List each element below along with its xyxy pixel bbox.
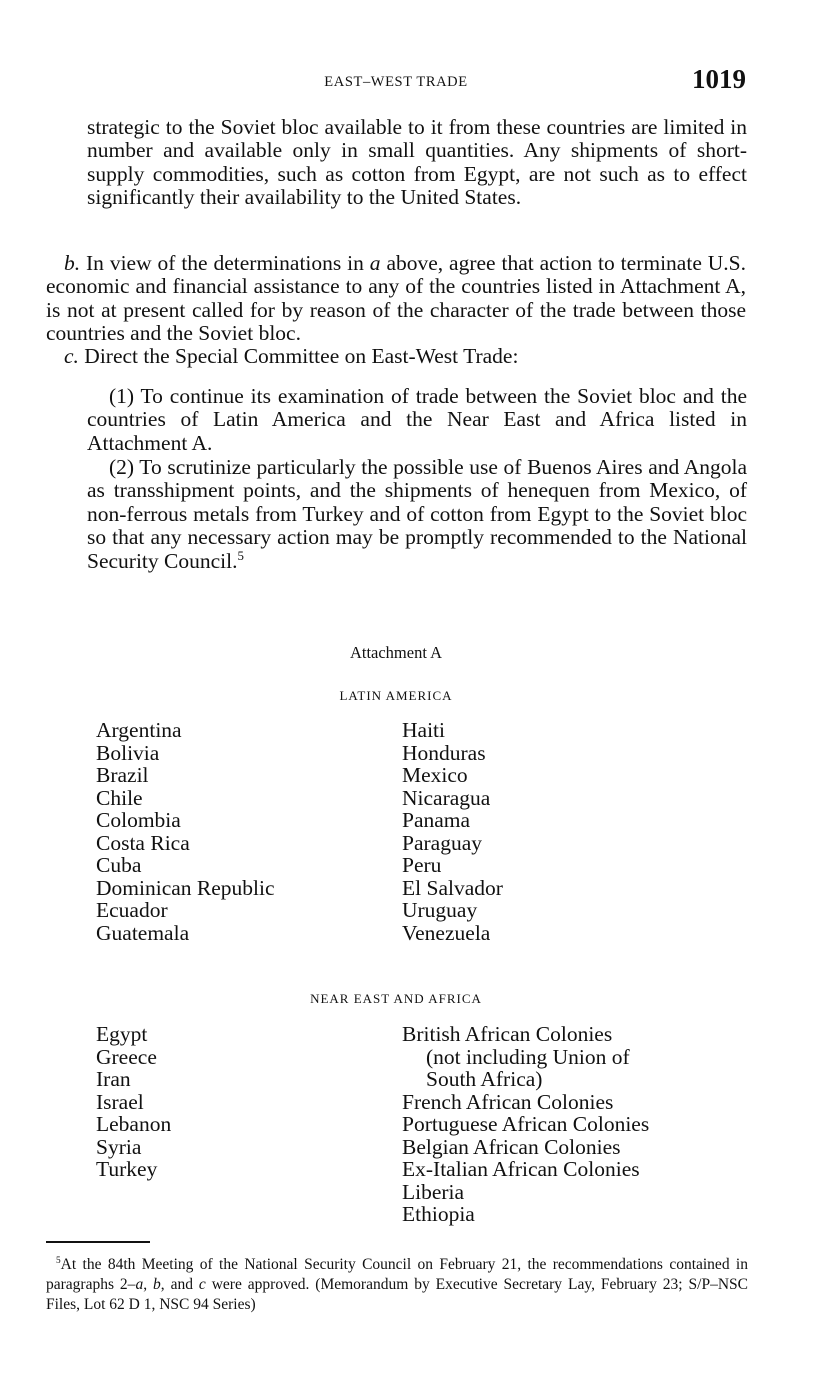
paragraph-continuation: strategic to the Soviet bloc available to it from these countries are limited in number and available only in small quantities. Any shipments of short-supply commodities, such as cotton from Egypt, are not such as to effect significantly their availability to the United States.: [87, 115, 747, 210]
list-item: Paraguay: [402, 830, 482, 855]
list-item: Iran: [96, 1067, 131, 1091]
attachment-title: Attachment A: [349, 643, 443, 662]
list-item: Greece: [96, 1044, 157, 1069]
list-item: Uruguay: [402, 898, 478, 922]
near-east-list-right: [402, 1023, 649, 1226]
list-item: Egypt: [96, 1022, 148, 1046]
list-item: Israel: [96, 1089, 144, 1114]
paragraph-c-label: c.: [64, 344, 79, 368]
footnote-sep-2: , and: [160, 1276, 199, 1293]
footnote-reference: 5: [237, 548, 244, 563]
paragraph-c-text: Direct the Special Committee on East-West Trade:: [78, 344, 519, 368]
list-item: Turkey: [96, 1157, 158, 1181]
list-item: Dominican Republic: [96, 875, 275, 900]
list-item: Ecuador: [96, 898, 168, 922]
list-item: Ethiopia: [402, 1202, 475, 1226]
footnote-text-end: were approved. (Memorandum by Executive Secretary Lay, February 23; S/P–NSC Files, Lot 62 D 1, NSC 94 Series): [46, 1276, 748, 1313]
list-item: Panama: [402, 808, 471, 832]
list-item: El Salvador: [402, 875, 503, 900]
footnote: [46, 1255, 748, 1315]
list-item: Syria: [96, 1134, 142, 1159]
list-item: British African Colonies: [402, 1022, 613, 1046]
list-item: Brazil: [96, 763, 149, 787]
paragraph-b-label: b.: [64, 251, 81, 275]
list-item: Argentina: [96, 718, 182, 742]
item-1: (1) To continue its examination of trade between the Soviet bloc and the countries of Latin America and the Near East and Africa listed in Attachment A.: [87, 384, 747, 455]
list-item: Colombia: [96, 808, 181, 832]
paragraph-b-ref: a: [369, 251, 381, 275]
list-item: Bolivia: [96, 740, 160, 765]
list-item: Belgian African Colonies: [402, 1134, 621, 1159]
list-item: Guatemala: [96, 920, 190, 945]
list-item: Costa Rica: [96, 830, 190, 855]
footnote-ref-c: c: [198, 1276, 206, 1293]
list-item-continuation: South Africa): [426, 1067, 543, 1091]
page-number: 1019: [692, 64, 746, 94]
list-item: Liberia: [402, 1179, 465, 1204]
list-item: Portuguese African Colonies: [402, 1112, 650, 1136]
list-item: French African Colonies: [402, 1089, 614, 1114]
footnote-marker: 5: [56, 1255, 61, 1266]
list-item: Chile: [96, 785, 143, 810]
list-item: Venezuela: [402, 920, 491, 945]
near-east-list-left: [96, 1023, 171, 1181]
item-2: [87, 456, 747, 573]
list-item: Honduras: [402, 740, 486, 765]
footnote-ref-a: a: [135, 1276, 144, 1293]
list-item: Nicaragua: [402, 785, 491, 810]
list-item: Cuba: [96, 853, 142, 877]
near-east-africa-heading: NEAR EAST AND AFRICA: [310, 991, 482, 1006]
paragraph-b: [46, 252, 746, 346]
item-2-text: (2) To scrutinize particularly the possible use of Buenos Aires and Angola as transshipment points, and the shipments of henequen from Mexico, of non-ferrous metals from Turkey and of cotton from Egypt to the Soviet bloc so that any necessary action may be promptly recommended to the National Security Council.: [87, 455, 747, 573]
list-item-continuation: (not including Union of: [426, 1044, 630, 1069]
paragraph-b-text-end: above, agree that action to terminate U.S. economic and financial assistance to any of the countries listed in Attachment A, is not at present called for by reason of the character of the trade between those countries and the Soviet bloc.: [46, 251, 746, 346]
latin-america-heading: LATIN AMERICA: [339, 688, 453, 703]
footnote-divider: [46, 1241, 150, 1243]
latin-america-list-left: [96, 719, 275, 944]
list-item: Mexico: [402, 763, 468, 787]
footnote-ref-b: b: [153, 1276, 161, 1293]
list-item: Lebanon: [96, 1112, 172, 1136]
list-item: Haiti: [402, 718, 445, 742]
running-title: EAST–WEST TRADE: [324, 74, 468, 90]
running-head: [46, 64, 746, 96]
list-item: Peru: [402, 853, 442, 877]
paragraph-b-text-start: In view of the determinations in: [80, 251, 370, 275]
list-item: Ex-Italian African Colonies: [402, 1157, 640, 1181]
footnote-text-start: At the 84th Meeting of the National Security Council on February 21, the recommendations contained in paragraphs 2–: [46, 1256, 748, 1293]
latin-america-list-right: [402, 719, 503, 944]
footnote-sep-1: ,: [143, 1276, 154, 1293]
paragraph-c: [46, 345, 746, 368]
